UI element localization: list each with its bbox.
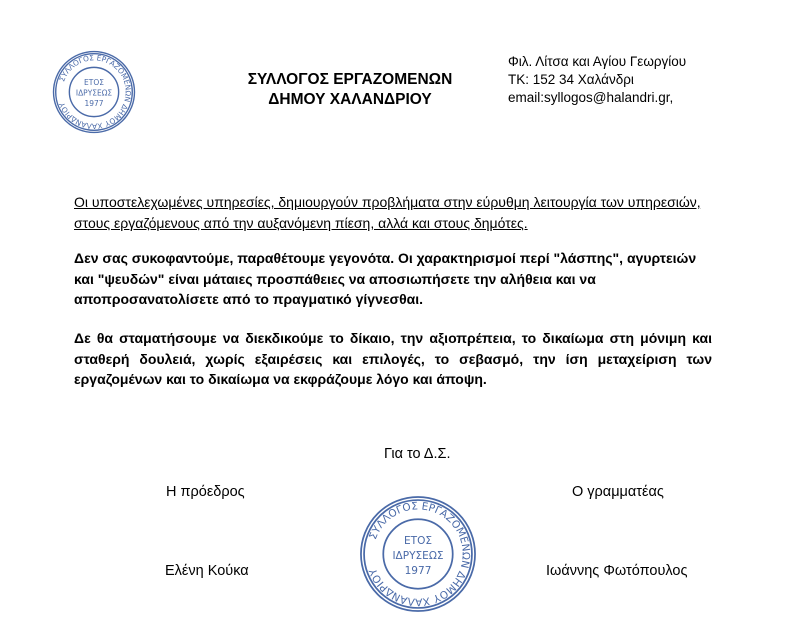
organization-seal-large [356, 492, 480, 616]
org-name-line1: ΣΥΛΛΟΓΟΣ ΕΡΓΑΖΟΜΕΝΩΝ [247, 71, 453, 88]
seal-ring-text: ΣΥΛΛΟΓΟΣ ΕΡΓΑΖΟΜΕΝΩΝ ΔΗΜΟΥ ΧΑΛΑΝΔΡΙΟΥ [367, 500, 472, 608]
paragraph-3: Δε θα σταματήσουμε να διεκδικούμε το δίκαιο, την αξιοπρέπεια, το δικαίωμα στη μόνιμη και σταθερή δουλειά, χωρίς εξαιρέσεις και επιλογές, το σεβασμό, την ίση μεταχείριση των εργαζομένων και το δικαίωμα να εκφράζουμε λόγο και άποψη. [74, 330, 712, 387]
secretary-name: Ιωάννης Φωτόπουλος [546, 563, 688, 579]
paragraph-1: Οι υποστελεχωμένες υπηρεσίες, δημιουργούν προβλήματα στην εύρυθμη λειτουργία των υπηρεσιών, στους εργαζόμενους από την αυξανόμενη πίεση, αλλά και στους δημότες. [74, 194, 701, 231]
org-name-line2: ΔΗΜΟΥ ΧΑΛΑΝΔΡΙΟΥ [268, 91, 432, 108]
organization-seal-small [50, 48, 138, 136]
seal-line2: ΙΔΡΥΣΕΩΣ [392, 549, 444, 562]
president-name: Ελένη Κούκα [165, 563, 249, 579]
contact-block [508, 53, 768, 107]
seal-line1: ΕΤΟΣ [84, 77, 104, 87]
seal-year: 1977 [84, 99, 104, 109]
seal-line1: ΕΤΟΣ [403, 535, 433, 548]
secretary-title: Ο γραμματέας [572, 484, 664, 500]
organization-name [190, 70, 510, 110]
paragraph-2: Δεν σας συκοφαντούμε, παραθέτουμε γεγονότα. Οι χαρακτηρισμοί περί "λάσπης", αγυρτειών και "ψευδών" είναι μάταιες προσπάθειες να αποσιωπήσετε την αλήθεια και να αποπροσανατολίσετε από το πραγματικό γίγνεσθαι. [74, 250, 697, 307]
contact-postal: ΤΚ: 152 34 Χαλάνδρι [508, 72, 634, 87]
seal-line2: ΙΔΡΥΣΕΩΣ [75, 88, 113, 98]
contact-address: Φιλ. Λίτσα και Αγίου Γεωργίου [508, 54, 687, 69]
seal-ring-text: ΣΥΛΛΟΓΟΣ ΕΡΓΑΖΟΜΕΝΩΝ ΔΗΜΟΥ ΧΑΛΑΝΔΡΙΟΥ [57, 53, 133, 131]
for-board-label: Για το Δ.Σ. [384, 446, 451, 462]
president-title: Η πρόεδρος [166, 484, 245, 500]
seal-year: 1977 [404, 564, 432, 577]
contact-email: email:syllogos@halandri.gr, [508, 90, 674, 105]
